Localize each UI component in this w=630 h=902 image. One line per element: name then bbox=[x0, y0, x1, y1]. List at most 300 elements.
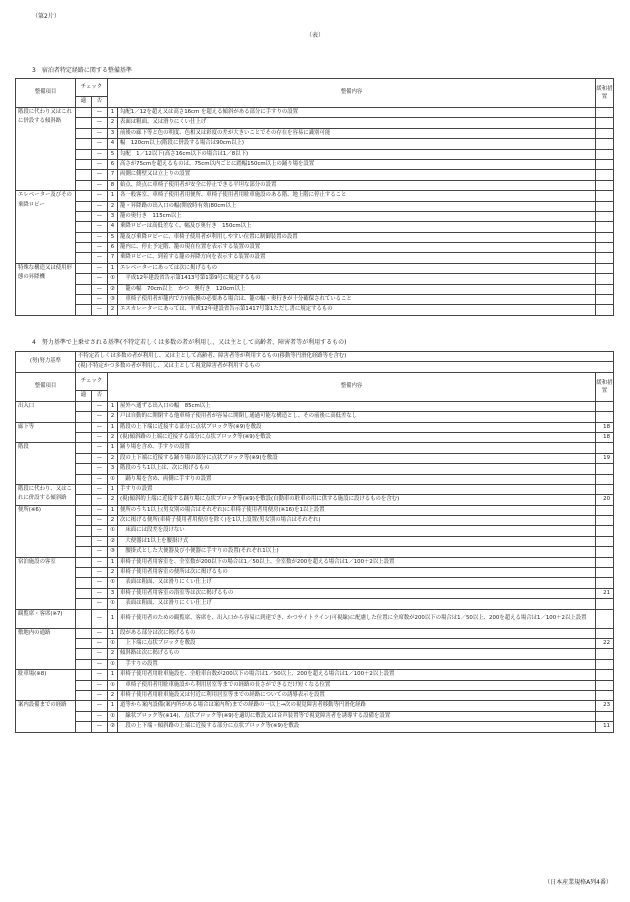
check-mark-cell[interactable]: — bbox=[92, 118, 108, 128]
table-row bbox=[16, 578, 614, 588]
row-number: 2 bbox=[108, 412, 118, 422]
check-ok-cell[interactable] bbox=[76, 128, 92, 138]
check-ok-cell[interactable] bbox=[76, 453, 92, 463]
row-content: 籠・昇降路の出入口の幅(開放時有効)80cm以上 bbox=[118, 201, 596, 211]
check-mark-cell[interactable]: — bbox=[92, 495, 108, 505]
check-ok-cell[interactable] bbox=[76, 638, 92, 648]
check-ok-cell[interactable] bbox=[76, 495, 92, 505]
row-content: 車椅子使用者用駐車施設を、全駐車台数が200以下の場合は1／50以上、200を超える場合は1／100＋2以上設置 bbox=[118, 670, 596, 680]
check-ok-cell[interactable] bbox=[76, 180, 92, 190]
relax-cell bbox=[596, 412, 614, 422]
table-row bbox=[16, 599, 614, 609]
check-mark-cell[interactable]: — bbox=[92, 588, 108, 598]
table-row bbox=[16, 474, 614, 484]
check-ok-cell[interactable] bbox=[76, 484, 92, 494]
relax-cell: 11 bbox=[596, 722, 614, 732]
table-row bbox=[16, 422, 614, 432]
row-number: 4 bbox=[108, 139, 118, 149]
relax-cell bbox=[596, 557, 614, 567]
table-row bbox=[16, 670, 614, 680]
row-number: 1 bbox=[108, 670, 118, 680]
check-ok-cell[interactable] bbox=[76, 232, 92, 242]
check-ok-cell[interactable] bbox=[76, 711, 92, 721]
relax-cell bbox=[596, 547, 614, 557]
check-ok-cell[interactable] bbox=[76, 170, 92, 180]
row-number: ① bbox=[108, 578, 118, 588]
check-ok-cell[interactable] bbox=[76, 432, 92, 442]
check-ok-cell[interactable] bbox=[76, 578, 92, 588]
check-mark-cell[interactable]: — bbox=[92, 516, 108, 526]
check-ok-cell[interactable] bbox=[76, 568, 92, 578]
check-ok-cell[interactable] bbox=[76, 253, 92, 263]
check-mark-cell[interactable]: — bbox=[92, 170, 108, 180]
check-mark-cell[interactable]: — bbox=[92, 305, 108, 315]
row-content: 戸は自動的に開閉する他車椅子使用者が容易に開閉し通過可能な構造とし、その前後に高低差なし bbox=[118, 412, 596, 422]
check-mark-cell[interactable]: — bbox=[92, 680, 108, 690]
relax-cell bbox=[596, 659, 614, 669]
check-mark-cell[interactable]: — bbox=[92, 284, 108, 294]
row-content: 道等から案内設備(案内所がある場合は案内所)までの経路の一以上→次の視覚障害者移動等円滑化経路 bbox=[118, 701, 596, 711]
check-mark-cell[interactable]: — bbox=[92, 191, 108, 201]
check-mark-cell[interactable]: — bbox=[92, 628, 108, 638]
category-cell: 廊下等 bbox=[16, 422, 76, 443]
section-4-title: 4 努力基準で上乗せされる基準(不特定若しくは多数の者が利用し、又は主として高齢者、障害者等が利用するもの) bbox=[32, 339, 347, 346]
relax-cell bbox=[596, 170, 614, 180]
check-mark-cell[interactable]: — bbox=[92, 422, 108, 432]
check-ok-cell[interactable] bbox=[76, 284, 92, 294]
row-number: 1 bbox=[108, 422, 118, 432]
row-content: (視)傾斜的上端に近接する踊り場に点状ブロック等(※9)を敷設(自動車の駐車の用に供する施設に設けるものを含む) bbox=[118, 495, 596, 505]
relax-cell bbox=[596, 284, 614, 294]
check-ok-cell[interactable] bbox=[76, 422, 92, 432]
row-number: ① bbox=[108, 638, 118, 648]
relax-cell bbox=[596, 526, 614, 536]
check-ok-cell[interactable] bbox=[76, 305, 92, 315]
row-number: 1 bbox=[108, 484, 118, 494]
check-mark-cell[interactable]: — bbox=[92, 432, 108, 442]
relax-cell bbox=[596, 505, 614, 515]
check-ok-cell[interactable] bbox=[76, 222, 92, 232]
check-ok-cell[interactable] bbox=[76, 557, 92, 567]
section-3-rows bbox=[16, 108, 614, 316]
relax-cell bbox=[596, 118, 614, 128]
row-number: ① bbox=[108, 680, 118, 690]
check-mark-cell[interactable]: — bbox=[92, 149, 108, 159]
row-number: ① bbox=[108, 711, 118, 721]
table-row bbox=[16, 295, 614, 305]
row-content: 車椅子使用者用駐車施設又は付近に利用居室等までの経路についての誘導表示を設置 bbox=[118, 690, 596, 700]
row-content: 線状ブロック等(※14)、点状ブロック等(※9)を適切に敷設又は音声装置等で視覚障害者を誘導する設備を設置 bbox=[118, 711, 596, 721]
table-row bbox=[16, 118, 614, 128]
row-content: 傾斜路は次に掲げるもの bbox=[118, 649, 596, 659]
row-content: 幅 120cm以上(階段に併設する場合は90cm以上) bbox=[118, 139, 596, 149]
row-content: 乗降ロビーに、到着する籠の昇降方向を表示する装置の設置 bbox=[118, 253, 596, 263]
table-row bbox=[16, 453, 614, 463]
table-row bbox=[16, 128, 614, 138]
check-mark-cell[interactable]: — bbox=[92, 599, 108, 609]
category-cell: 宿泊施設の客室 bbox=[16, 557, 76, 609]
table-row bbox=[16, 201, 614, 211]
section-3-table bbox=[15, 78, 614, 316]
row-content: 次に掲げる便所(車椅子使用者用便房を除く)を1以上設置(男女別の場合はそれぞれ) bbox=[118, 516, 596, 526]
check-mark-cell[interactable]: — bbox=[92, 222, 108, 232]
check-mark-cell[interactable]: — bbox=[92, 232, 108, 242]
check-mark-cell[interactable]: — bbox=[92, 108, 108, 118]
table-row bbox=[16, 638, 614, 648]
relax-cell bbox=[596, 305, 614, 315]
check-ok-cell[interactable] bbox=[76, 211, 92, 221]
table-row bbox=[16, 484, 614, 494]
row-content: 大便器は1以上を腰掛け式 bbox=[118, 536, 596, 546]
relax-cell bbox=[596, 180, 614, 190]
check-ok-cell[interactable] bbox=[76, 443, 92, 453]
row-number: 5 bbox=[108, 149, 118, 159]
row-content: 段の上下端に近接する踊り場の部分に点状ブロック等(※9)を敷設 bbox=[118, 453, 596, 463]
row-content: 上下端に点状ブロックを敷設 bbox=[118, 638, 596, 648]
relax-cell bbox=[596, 211, 614, 221]
check-ok-cell[interactable] bbox=[76, 690, 92, 700]
row-number: 6 bbox=[108, 159, 118, 169]
section-4-rows bbox=[16, 401, 614, 732]
row-content: 各一般客室、車椅子使用者用便所、車椅子使用者用駐車施設のある階、地上階に停止すること bbox=[118, 191, 596, 201]
table-row bbox=[16, 547, 614, 557]
relax-cell bbox=[596, 670, 614, 680]
check-mark-cell[interactable]: — bbox=[92, 201, 108, 211]
table-row bbox=[16, 649, 614, 659]
row-content: 踊り場を含め、手すりの設置 bbox=[118, 443, 596, 453]
check-mark-cell[interactable]: — bbox=[92, 295, 108, 305]
check-mark-cell[interactable]: — bbox=[92, 659, 108, 669]
check-ok-cell[interactable] bbox=[76, 474, 92, 484]
check-ok-cell[interactable] bbox=[76, 464, 92, 474]
table-row bbox=[16, 443, 614, 453]
check-mark-cell[interactable]: — bbox=[92, 609, 108, 628]
table-row bbox=[16, 690, 614, 700]
row-content: 表面は粗面、又は滑りにくい仕上げ bbox=[118, 578, 596, 588]
check-mark-cell[interactable]: — bbox=[92, 701, 108, 711]
row-number: 3 bbox=[108, 128, 118, 138]
check-mark-cell[interactable]: — bbox=[92, 638, 108, 648]
relax-cell bbox=[596, 711, 614, 721]
category-cell: 敷地内の通路 bbox=[16, 628, 76, 670]
relax-cell bbox=[596, 484, 614, 494]
col-relax-header-4: 緩和措置 bbox=[596, 372, 614, 401]
table-row bbox=[16, 557, 614, 567]
row-content: 乗降ロビーは高低差なく、幅及び奥行き 150cm以上 bbox=[118, 222, 596, 232]
check-mark-cell[interactable]: — bbox=[92, 547, 108, 557]
check-mark-cell[interactable]: — bbox=[92, 453, 108, 463]
row-content: 籠内に、停止予定階、籠の現在位置を表示する装置の設置 bbox=[118, 243, 596, 253]
row-number: ③ bbox=[108, 295, 118, 305]
check-mark-cell[interactable]: — bbox=[92, 401, 108, 411]
table-row bbox=[16, 609, 614, 628]
check-ok-cell[interactable] bbox=[76, 680, 92, 690]
row-content: 籠の幅 70cm以上 かつ 奥行き 120cm以上 bbox=[118, 284, 596, 294]
row-number: 1 bbox=[108, 401, 118, 411]
table-row bbox=[16, 232, 614, 242]
category-cell: 駐車場(※8) bbox=[16, 670, 76, 701]
check-mark-cell[interactable]: — bbox=[92, 557, 108, 567]
row-content: 前後の廊下等と色の明度、色相又は彩度の差が大きいことでその存在を容易に識別可能 bbox=[118, 128, 596, 138]
row-content: 籠の奥行き 115cm以上 bbox=[118, 211, 596, 221]
check-ok-cell[interactable] bbox=[76, 649, 92, 659]
row-number: ① bbox=[108, 474, 118, 484]
row-content: 床面には段差を設けない bbox=[118, 526, 596, 536]
row-content: 勾配1／12を超え又は高さ16cm を超える傾斜がある部分に手すりの設置 bbox=[118, 108, 596, 118]
check-mark-cell[interactable]: — bbox=[92, 263, 108, 273]
table-row bbox=[16, 628, 614, 638]
relax-cell bbox=[596, 464, 614, 474]
row-number: 1 bbox=[108, 628, 118, 638]
row-content: 両側に側壁又は立上りの設置 bbox=[118, 170, 596, 180]
relax-cell bbox=[596, 690, 614, 700]
legend-line-1: 不特定若しくは多数の者が利用し、又は主として高齢者、障害者等が利用するもの(移動等円滑化経路等を含む) bbox=[76, 352, 614, 362]
row-number: 2 bbox=[108, 495, 118, 505]
check-ok-cell[interactable] bbox=[76, 149, 92, 159]
legend-line-2: (視)不特定かつ多数の者が利用し、又は主として視覚障害者が利用するもの bbox=[76, 362, 614, 372]
row-number: 2 bbox=[108, 432, 118, 442]
relax-cell bbox=[596, 516, 614, 526]
relax-cell bbox=[596, 201, 614, 211]
check-mark-cell[interactable]: — bbox=[92, 578, 108, 588]
check-mark-cell[interactable]: — bbox=[92, 180, 108, 190]
table-row bbox=[16, 211, 614, 221]
row-content: 手すりの設置 bbox=[118, 484, 596, 494]
row-number: ① bbox=[108, 599, 118, 609]
check-mark-cell[interactable]: — bbox=[92, 274, 108, 284]
check-ok-cell[interactable] bbox=[76, 412, 92, 422]
check-mark-cell[interactable]: — bbox=[92, 568, 108, 578]
check-mark-cell[interactable]: — bbox=[92, 243, 108, 253]
category-cell: 階段 bbox=[16, 443, 76, 485]
check-ok-cell[interactable] bbox=[76, 722, 92, 732]
check-mark-cell[interactable]: — bbox=[92, 159, 108, 169]
check-ok-cell[interactable] bbox=[76, 159, 92, 169]
relax-cell bbox=[596, 263, 614, 273]
footer-note: （日本産業規格A列4番） bbox=[544, 879, 612, 886]
row-number: ① bbox=[108, 526, 118, 536]
row-number: 2 bbox=[108, 453, 118, 463]
check-mark-cell[interactable]: — bbox=[92, 536, 108, 546]
relax-cell: 23 bbox=[596, 701, 614, 711]
relax-cell: 18 bbox=[596, 432, 614, 442]
relax-cell bbox=[596, 568, 614, 578]
check-mark-cell[interactable]: — bbox=[92, 443, 108, 453]
row-content: 車椅子使用者のための観覧席、客席を、出入口から容易に到達でき、かつサイトライン(可視線)に配慮した位置に全席数が200以下の場合は1／50以上、200を超える場合は1／100＋2以上設置 bbox=[118, 609, 596, 628]
check-mark-cell[interactable]: — bbox=[92, 128, 108, 138]
row-content: 車椅子使用者用駐車施設から利用居室等までの経路の長さができるだけ短くなる位置 bbox=[118, 680, 596, 690]
table-row bbox=[16, 680, 614, 690]
row-content: 踊り場を含め、両側に手すりの設置 bbox=[118, 474, 596, 484]
table-row bbox=[16, 149, 614, 159]
check-ok-cell[interactable] bbox=[76, 274, 92, 284]
table-row bbox=[16, 536, 614, 546]
row-number: 3 bbox=[108, 588, 118, 598]
check-ok-cell[interactable] bbox=[76, 599, 92, 609]
row-number: 3 bbox=[108, 464, 118, 474]
table-row bbox=[16, 284, 614, 294]
check-ok-cell[interactable] bbox=[76, 536, 92, 546]
category-cell: 観覧席・客席(※7) bbox=[16, 609, 76, 628]
row-content: 屋外へ通ずる出入口の幅 85cm以上 bbox=[118, 401, 596, 411]
check-mark-cell[interactable]: — bbox=[92, 484, 108, 494]
relax-cell bbox=[596, 578, 614, 588]
row-number: ③ bbox=[108, 547, 118, 557]
row-content: 平成12年建設省告示第1413号第1第9号に規定するもの bbox=[118, 274, 596, 284]
check-ok-cell[interactable] bbox=[76, 609, 92, 628]
check-mark-cell[interactable]: — bbox=[92, 690, 108, 700]
table-row bbox=[16, 464, 614, 474]
row-number: 2 bbox=[108, 516, 118, 526]
category-cell: 特殊な構造又は使用形態の昇降機 bbox=[16, 263, 76, 315]
row-number: 7 bbox=[108, 170, 118, 180]
row-content: 高さが75cmを超えるものは、75cm以内ごとに踏幅150cm以上の踊り場を設置 bbox=[118, 159, 596, 169]
row-content: (視)傾斜路の上端に近接する部分に点状ブロック等(※9)を敷設 bbox=[118, 432, 596, 442]
check-mark-cell[interactable]: — bbox=[92, 412, 108, 422]
relax-cell bbox=[596, 609, 614, 628]
check-mark-cell[interactable]: — bbox=[92, 139, 108, 149]
row-number: 2 bbox=[108, 305, 118, 315]
check-ok-cell[interactable] bbox=[76, 670, 92, 680]
row-content: 段がある部分は次に掲げるもの bbox=[118, 628, 596, 638]
category-cell: 階段に代わり、又はこれに併設する傾斜路 bbox=[16, 484, 76, 505]
row-content: 段の上下端・傾斜路の上端に近接する部分に点状ブロック等(※9)を敷設 bbox=[118, 722, 596, 732]
relax-cell bbox=[596, 253, 614, 263]
row-number: 1 bbox=[108, 505, 118, 515]
row-content: 始点、終点に車椅子使用者が安全に停止できる平坦な部分の設置 bbox=[118, 180, 596, 190]
row-content: 勾配 1／12以下(高さ16cm以下の場合は1／8以下) bbox=[118, 149, 596, 159]
check-ok-cell[interactable] bbox=[76, 701, 92, 711]
row-number: 1 bbox=[108, 263, 118, 273]
col-check-b-header-4: 否 bbox=[92, 390, 108, 401]
row-number: 8 bbox=[108, 180, 118, 190]
table-row bbox=[16, 432, 614, 442]
row-number: 6 bbox=[108, 243, 118, 253]
check-ok-cell[interactable] bbox=[76, 139, 92, 149]
check-ok-cell[interactable] bbox=[76, 401, 92, 411]
row-number: 2 bbox=[108, 568, 118, 578]
relax-cell: 20 bbox=[596, 495, 614, 505]
relax-cell bbox=[596, 108, 614, 118]
check-ok-cell[interactable] bbox=[76, 505, 92, 515]
relax-cell bbox=[596, 649, 614, 659]
col-check-a-header: 適 bbox=[76, 97, 92, 108]
col-item-header-4: 整備項目 bbox=[16, 372, 76, 401]
relax-cell: 21 bbox=[596, 588, 614, 598]
table-row bbox=[16, 701, 614, 711]
relax-cell bbox=[596, 536, 614, 546]
check-mark-cell[interactable]: — bbox=[92, 464, 108, 474]
row-number: ② bbox=[108, 284, 118, 294]
check-ok-cell[interactable] bbox=[76, 108, 92, 118]
check-ok-cell[interactable] bbox=[76, 588, 92, 598]
relax-cell: 18 bbox=[596, 422, 614, 432]
relax-cell: 22 bbox=[596, 638, 614, 648]
relax-cell bbox=[596, 139, 614, 149]
check-ok-cell[interactable] bbox=[76, 628, 92, 638]
check-ok-cell[interactable] bbox=[76, 263, 92, 273]
table-row bbox=[16, 526, 614, 536]
check-mark-cell[interactable]: — bbox=[92, 526, 108, 536]
relax-cell bbox=[596, 159, 614, 169]
relax-cell bbox=[596, 222, 614, 232]
row-content: 表面は粗面、又は滑りにくい仕上げ bbox=[118, 599, 596, 609]
relax-cell bbox=[596, 401, 614, 411]
check-mark-cell[interactable]: — bbox=[92, 722, 108, 732]
table-row bbox=[16, 412, 614, 422]
row-number: 2 bbox=[108, 118, 118, 128]
row-content: エレベーターにあっては次に掲げるもの bbox=[118, 263, 596, 273]
check-mark-cell[interactable]: — bbox=[92, 649, 108, 659]
check-ok-cell[interactable] bbox=[76, 659, 92, 669]
relax-cell bbox=[596, 599, 614, 609]
check-mark-cell[interactable]: — bbox=[92, 670, 108, 680]
check-ok-cell[interactable] bbox=[76, 526, 92, 536]
check-ok-cell[interactable] bbox=[76, 295, 92, 305]
relax-cell bbox=[596, 191, 614, 201]
table-row bbox=[16, 588, 614, 598]
check-ok-cell[interactable] bbox=[76, 516, 92, 526]
check-mark-cell[interactable]: — bbox=[92, 711, 108, 721]
category-cell: 便所(※6) bbox=[16, 505, 76, 557]
table-row bbox=[16, 401, 614, 411]
row-content: 車椅子使用者用客室の便所は次に掲げるもの bbox=[118, 568, 596, 578]
check-mark-cell[interactable]: — bbox=[92, 474, 108, 484]
table-row bbox=[16, 243, 614, 253]
table-row bbox=[16, 568, 614, 578]
page-label: （第2片） bbox=[32, 13, 60, 20]
row-content: 腰掛式とした大便器及び小便器に手すりの設置(それぞれ1以上) bbox=[118, 547, 596, 557]
row-number: ① bbox=[108, 274, 118, 284]
table-header-label: （表） bbox=[305, 32, 324, 39]
table-row bbox=[16, 253, 614, 263]
row-number: 1 bbox=[108, 701, 118, 711]
check-mark-cell[interactable]: — bbox=[92, 253, 108, 263]
row-content: 籠及び乗降ロビーに、車椅子使用者が利用しやすい位置に制御装置の設置 bbox=[118, 232, 596, 242]
check-ok-cell[interactable] bbox=[76, 191, 92, 201]
table-row bbox=[16, 711, 614, 721]
check-ok-cell[interactable] bbox=[76, 201, 92, 211]
row-content: 表面は粗面、又は滑りにくい仕上げ bbox=[118, 118, 596, 128]
row-content: 車椅子使用者が籠内で方向転換の必要ある場合は、籠の幅・奥行きが十分確保されていること bbox=[118, 295, 596, 305]
table-row bbox=[16, 263, 614, 273]
row-number: 1 bbox=[108, 609, 118, 628]
col-relax-header: 緩和措置 bbox=[596, 79, 614, 108]
relax-cell bbox=[596, 628, 614, 638]
row-number: ② bbox=[108, 722, 118, 732]
check-ok-cell[interactable] bbox=[76, 243, 92, 253]
table-row bbox=[16, 222, 614, 232]
relax-cell bbox=[596, 274, 614, 284]
legend-label: (努)努力基準 bbox=[16, 352, 76, 373]
relax-cell bbox=[596, 243, 614, 253]
table-row bbox=[16, 170, 614, 180]
col-content-header: 整備内容 bbox=[108, 79, 596, 108]
check-mark-cell[interactable]: — bbox=[92, 505, 108, 515]
col-content-header-4: 整備内容 bbox=[108, 372, 596, 401]
check-ok-cell[interactable] bbox=[76, 118, 92, 128]
col-check-header-4: チェック bbox=[76, 372, 108, 390]
row-number: 3 bbox=[108, 211, 118, 221]
category-cell: 階段に代わり又はこれに併設する傾斜路 bbox=[16, 108, 76, 191]
row-number: 1 bbox=[108, 191, 118, 201]
check-mark-cell[interactable]: — bbox=[92, 211, 108, 221]
col-check-b-header: 否 bbox=[92, 97, 108, 108]
category-cell: エレベーター及びその乗降ロビー bbox=[16, 191, 76, 264]
row-content: 車椅子使用者用客室を、全室数が200以下の場合は1／50以上、全室数が200を超える場合は1／100＋2以上設置 bbox=[118, 557, 596, 567]
check-ok-cell[interactable] bbox=[76, 547, 92, 557]
row-number: 1 bbox=[108, 557, 118, 567]
